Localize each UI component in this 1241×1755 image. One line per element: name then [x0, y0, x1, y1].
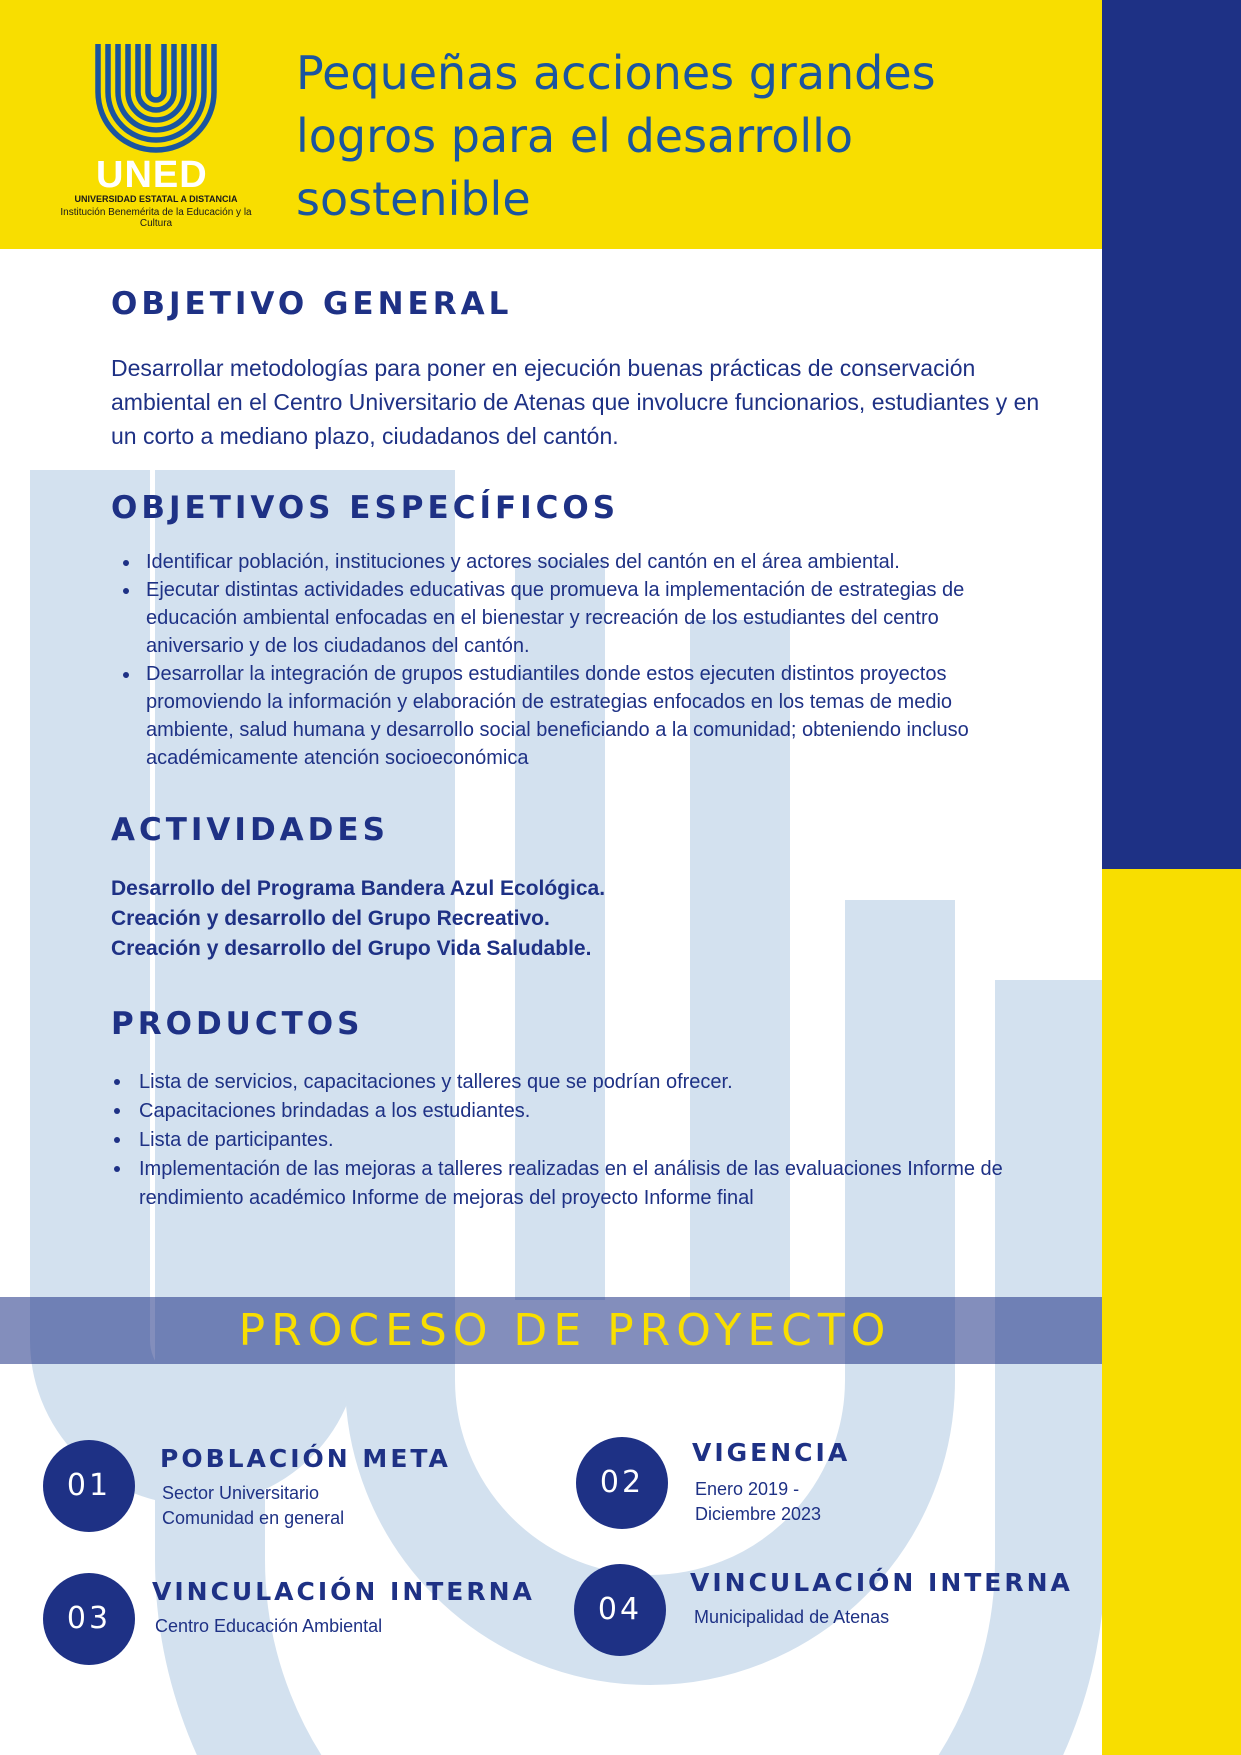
- list-item: Lista de servicios, capacitaciones y talleres que se podrían ofrecer.: [111, 1068, 1031, 1097]
- logo-wordmark: UNED: [96, 154, 208, 196]
- objetivo-general-text: Desarrollar metodologías para poner en ejecución buenas prácticas de conservación ambiental en el Centro Universitario de Atenas que involucre funcionarios, estudiantes y en un corto a mediano plazo, ciudadanos del cantón.: [111, 355, 1040, 449]
- productos-heading: PRODUCTOS: [111, 1006, 364, 1042]
- proceso-heading: PROCESO DE PROYECTO: [238, 1305, 892, 1356]
- productos-list: [111, 1068, 1031, 1213]
- step-line: Diciembre 2023: [695, 1504, 822, 1524]
- step-line: Comunidad en general: [162, 1508, 345, 1528]
- step-title: VINCULACIÓN INTERNA: [690, 1568, 1073, 1597]
- list-item: Creación y desarrollo del Grupo Recreativo.: [111, 907, 550, 930]
- step-number-badge: 02: [576, 1437, 668, 1529]
- step-text: [694, 1605, 889, 1630]
- step-line: Centro Educación Ambiental: [155, 1616, 383, 1636]
- list-item: Desarrollar la integración de grupos estudiantiles donde estos ejecuten distintos proyectos promoviendo la información y elaboración de estrategias enfocados en los temas de medio ambiente, salud humana y desarrollo social beneficiando a la comunidad; obteniendo incluso académicamente atención socioeconómica: [111, 660, 1031, 772]
- objetivos-especificos-list: [111, 548, 1031, 772]
- page-title: [296, 42, 1056, 231]
- list-item: Identificar población, instituciones y actores sociales del cantón en el área ambiental.: [111, 548, 1031, 576]
- objetivo-general-heading: OBJETIVO GENERAL: [111, 286, 513, 322]
- step-number-badge: 04: [574, 1564, 666, 1656]
- logo-subtitle: UNIVERSIDAD ESTATAL A DISTANCIA: [74, 194, 238, 204]
- step-title: POBLACIÓN META: [160, 1444, 451, 1473]
- step-line: Municipalidad de Atenas: [694, 1607, 890, 1627]
- step-text: [695, 1477, 821, 1527]
- list-item: Ejecutar distintas actividades educativas que promueva la implementación de estrategias de educación ambiental enfocadas en el bienestar y recreación de los estudiantes del centro aniversario y de los ciudadanos del cantón.: [111, 576, 1031, 660]
- step-line: Sector Universitario: [162, 1483, 320, 1503]
- title-line: logros para el desarrollo: [296, 109, 854, 163]
- list-item: Desarrollo del Programa Bandera Azul Ecológica.: [111, 877, 606, 900]
- list-item: Lista de participantes.: [111, 1126, 1031, 1155]
- actividades-list: [111, 874, 605, 964]
- step-number-badge: 03: [43, 1573, 135, 1665]
- title-line: Pequeñas acciones grandes: [296, 46, 936, 100]
- step-text: [155, 1614, 382, 1639]
- list-item: Capacitaciones brindadas a los estudiantes.: [111, 1097, 1031, 1126]
- step-line: Enero 2019 -: [695, 1479, 800, 1499]
- title-line: sostenible: [296, 172, 531, 226]
- logo-tagline: Institución Benemérita de la Educación y la Cultura: [60, 207, 252, 229]
- step-number-badge: 01: [43, 1440, 135, 1532]
- objetivos-especificos-heading: OBJETIVOS ESPECÍFICOS: [111, 490, 620, 526]
- step-title: VIGENCIA: [692, 1438, 851, 1467]
- actividades-heading: ACTIVIDADES: [111, 812, 389, 848]
- list-item: Implementación de las mejoras a talleres realizadas en el análisis de las evaluaciones Informe de rendimiento académico Informe de mejoras del proyecto Informe final: [111, 1155, 1031, 1213]
- list-item: Creación y desarrollo del Grupo Vida Saludable.: [111, 937, 592, 960]
- side-stripe-blue: [1102, 0, 1241, 869]
- step-text: [162, 1481, 344, 1531]
- step-title: VINCULACIÓN INTERNA: [152, 1577, 535, 1606]
